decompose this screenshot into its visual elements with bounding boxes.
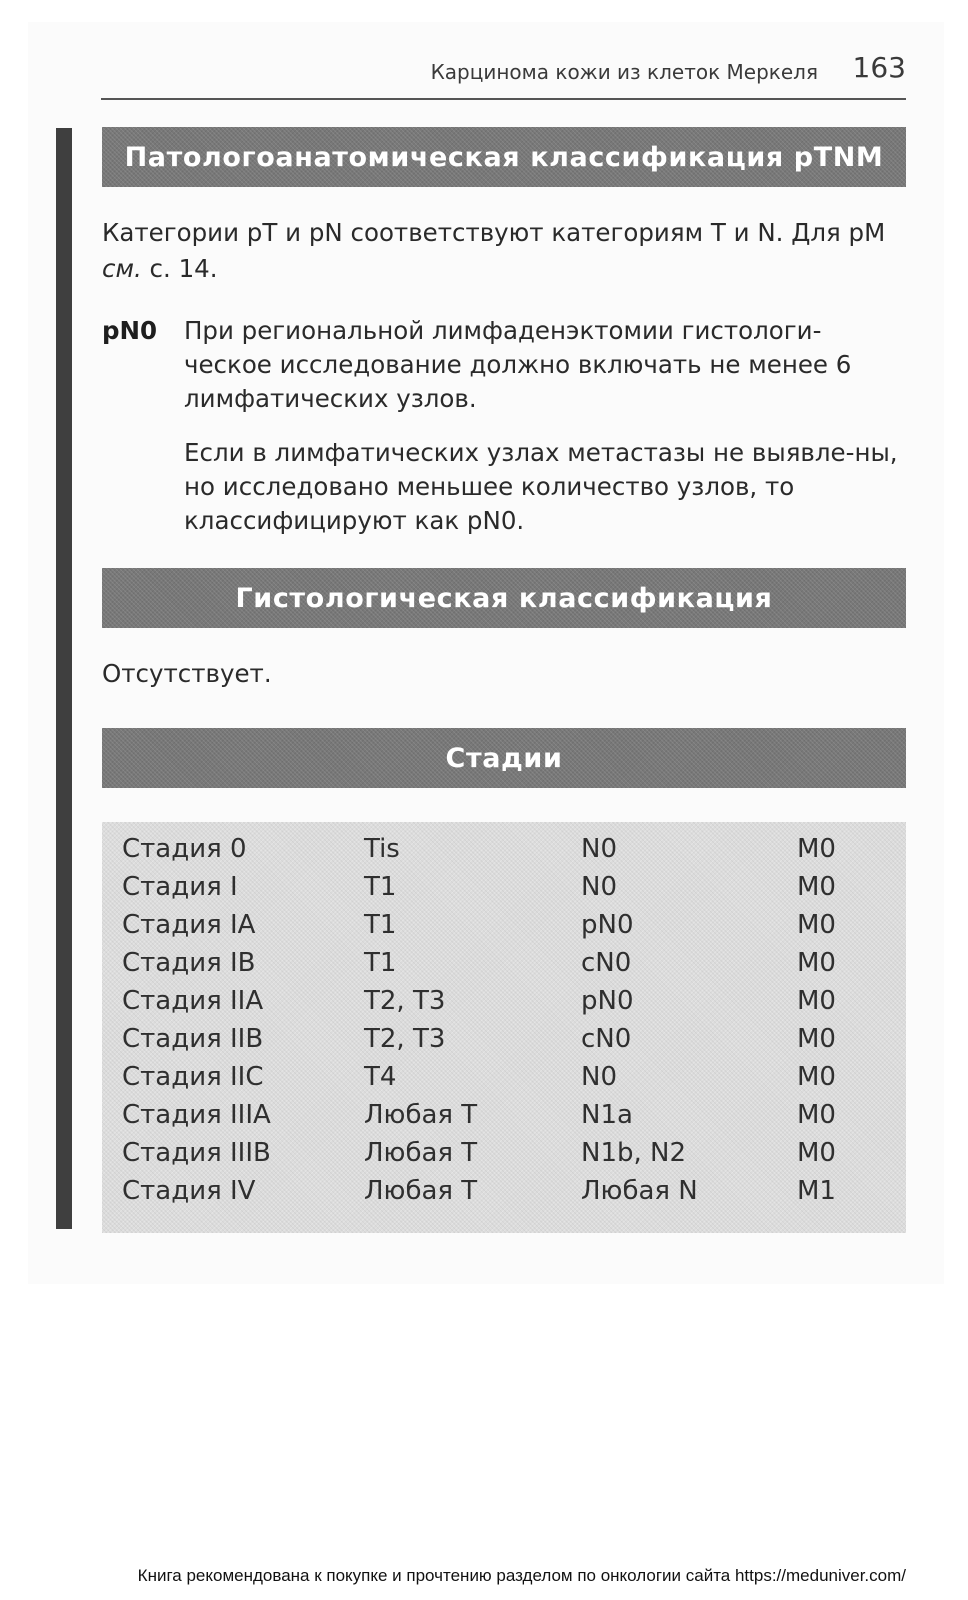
stage-row [102, 868, 906, 906]
stage-cell-n-category: Любая N [581, 1176, 698, 1206]
stage-cell-t-category: T1 [364, 948, 397, 978]
stage-cell-m-category: M0 [797, 1138, 836, 1168]
stage-cell-stage-name: Стадия 0 [122, 834, 247, 864]
stage-cell-stage-name: Стадия IA [122, 910, 256, 940]
pn0-paragraph-2: Если в лимфатических узлах метастазы не выявле-ны, но исследовано меньшее количество узлов, то классифицируют как pN0. [184, 438, 898, 535]
stage-cell-t-category: Любая T [364, 1100, 478, 1130]
ptnm-intro-paragraph [102, 215, 908, 287]
section-heading-stages: Стадии [102, 728, 906, 788]
stage-row [102, 1058, 906, 1096]
stage-cell-n-category: pN0 [581, 910, 634, 940]
stage-cell-m-category: M0 [797, 872, 836, 902]
footer-note: Книга рекомендована к покупке и прочтению разделом по онкологии сайта https://meduniver.com/ [137, 1566, 906, 1585]
running-title: Карцинома кожи из клеток Меркеля [430, 60, 818, 84]
section-heading-histology: Гистологическая классификация [102, 568, 906, 628]
stage-cell-m-category: M1 [797, 1176, 836, 1206]
stage-cell-m-category: M0 [797, 1024, 836, 1054]
stage-cell-n-category: N1b, N2 [581, 1138, 687, 1168]
stage-cell-stage-name: Стадия IB [122, 948, 256, 978]
ptnm-intro-text-a: Категории pT и pN соответствуют категориям T и N. Для pM [102, 218, 886, 247]
stage-cell-stage-name: Стадия IIIB [122, 1138, 271, 1168]
stage-cell-t-category: Любая T [364, 1138, 478, 1168]
section-heading-ptnm: Патологоанатомическая классификация pTNM [102, 127, 906, 187]
stage-cell-m-category: M0 [797, 948, 836, 978]
stage-cell-m-category: M0 [797, 1100, 836, 1130]
stage-cell-n-category: N1a [581, 1100, 633, 1130]
pn0-label: pN0 [102, 316, 158, 345]
stage-row [102, 1096, 906, 1134]
stage-table [102, 822, 906, 1233]
pn0-paragraph-1: При региональной лимфаденэктомии гистологи-ческое исследование должно включать не менее 6 лимфатических узлов. [184, 316, 852, 413]
stage-cell-m-category: M0 [797, 834, 836, 864]
ptnm-intro-text-b: с. 14. [141, 254, 218, 283]
running-header [100, 48, 906, 92]
stage-cell-stage-name: Стадия IV [122, 1176, 256, 1206]
stage-row [102, 1172, 906, 1210]
stage-cell-t-category: T1 [364, 872, 397, 902]
stage-cell-n-category: N0 [581, 872, 617, 902]
ptnm-intro-italic: см. [102, 254, 142, 283]
stage-cell-stage-name: Стадия I [122, 872, 238, 902]
stage-row [102, 830, 906, 868]
stage-row [102, 906, 906, 944]
stage-cell-t-category: T2, T3 [364, 986, 446, 1016]
chapter-side-bar [56, 128, 72, 1229]
stage-cell-n-category: cN0 [581, 948, 632, 978]
stage-cell-n-category: N0 [581, 834, 617, 864]
stage-row [102, 982, 906, 1020]
stage-row [102, 1020, 906, 1058]
stage-cell-n-category: cN0 [581, 1024, 632, 1054]
stage-cell-stage-name: Стадия IIIA [122, 1100, 271, 1130]
header-rule [101, 98, 906, 100]
stage-cell-n-category: N0 [581, 1062, 617, 1092]
page-number: 163 [852, 51, 906, 84]
stage-cell-t-category: T1 [364, 910, 397, 940]
stage-row [102, 944, 906, 982]
stage-cell-stage-name: Стадия IIB [122, 1024, 264, 1054]
stage-cell-n-category: pN0 [581, 986, 634, 1016]
stage-row [102, 1134, 906, 1172]
histology-text: Отсутствует. [102, 659, 272, 688]
stage-cell-t-category: Любая T [364, 1176, 478, 1206]
stage-cell-t-category: T2, T3 [364, 1024, 446, 1054]
stage-cell-m-category: M0 [797, 1062, 836, 1092]
stage-cell-m-category: M0 [797, 986, 836, 1016]
stage-cell-t-category: T4 [364, 1062, 397, 1092]
stage-cell-t-category: Tis [364, 834, 400, 864]
stage-cell-m-category: M0 [797, 910, 836, 940]
stage-cell-stage-name: Стадия IIC [122, 1062, 264, 1092]
stage-cell-stage-name: Стадия IIA [122, 986, 264, 1016]
